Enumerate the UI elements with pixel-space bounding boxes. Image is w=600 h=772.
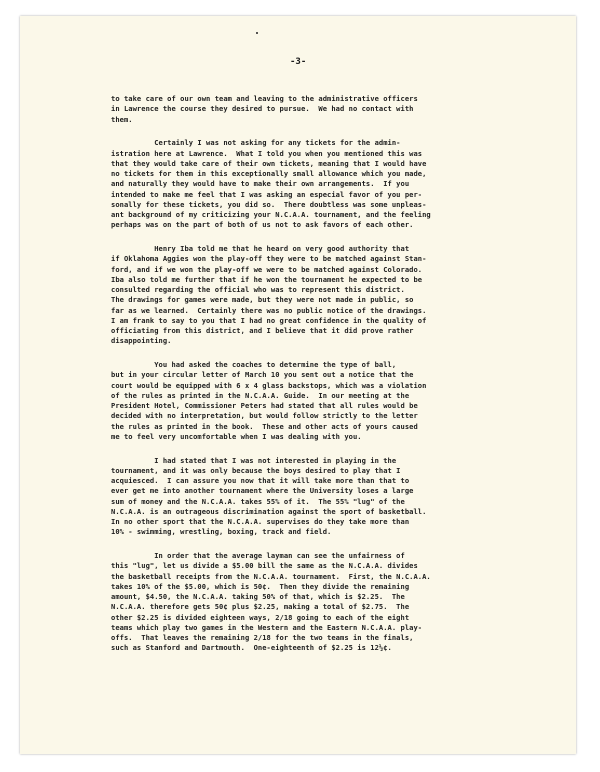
letter-body <box>111 94 545 667</box>
text-line: consulted regarding the official who was to represent this district. <box>111 285 405 294</box>
text-line: President Hotel, Commissioner Peters had stated that all rules would be <box>111 401 418 410</box>
text-line: of the rules as printed in the N.C.A.A. Guide. In our meeting at the <box>111 390 410 400</box>
paragraph <box>111 94 545 125</box>
text-line: offs. That leaves the remaining 2/18 for the two teams in the finals, <box>111 633 414 642</box>
text-line: In order that the average layman can see the unfairness of <box>111 551 405 560</box>
text-line: and naturally they would have to make their own arrangements. If you <box>111 179 410 189</box>
text-line: court would be equipped with 6 x 4 glass backstops, which was a violation <box>111 380 427 390</box>
text-line: disappointing. <box>111 336 172 346</box>
paragraph <box>111 551 545 654</box>
text-line: istration here at Lawrence. What I told you when you mentioned this was <box>111 148 423 158</box>
text-line: acquiesced. I can assure you now that it will take more than that to <box>111 476 410 485</box>
text-line: 10% - swimming, wrestling, boxing, track and field. <box>111 527 332 537</box>
text-line: this "lug", let us divide a $5.00 bill the same as the N.C.A.A. divides <box>111 561 418 571</box>
text-line: The drawings for games were made, but they were not made in public, so <box>111 295 414 305</box>
paragraph <box>111 456 545 538</box>
text-line: N.C.A.A. is an outrageous discrimination against the sport of basketball. <box>111 506 427 516</box>
text-line: to take care of our own team and leaving to the administrative officers <box>111 94 418 103</box>
text-line: Certainly I was not asking for any tickets for the admin- <box>111 138 401 148</box>
text-line: ford, and if we won the play-off we were to be matched against Colorado. <box>111 264 423 274</box>
text-line: other $2.25 is divided eighteen ways, 2/18 going to each of the eight <box>111 612 410 622</box>
text-line: amount, $4.50, the N.C.A.A. taking 50% of that, which is $2.25. The <box>111 592 405 601</box>
text-line: N.C.A.A. therefore gets 50¢ plus $2.25, making a total of $2.75. The <box>111 602 410 612</box>
text-line: Henry Iba told me that he heard on very good authority that <box>111 244 410 253</box>
text-line: sum of money and the N.C.A.A. takes 55% of it. The 55% "lug" of the <box>111 496 405 506</box>
text-line: officiating from this district, and I believe that it did prove rather <box>111 326 414 335</box>
text-line: but in your circular letter of March 10 you sent out a notice that the <box>111 370 414 380</box>
text-line: I am frank to say to you that I had no great confidence in the quality of <box>111 315 427 325</box>
text-line: You had asked the coaches to determine the type of ball, <box>111 360 397 369</box>
page-number: -3- <box>290 57 307 67</box>
text-line: that they would take care of their own tickets, meaning that I would have <box>111 158 427 168</box>
text-line: takes 10% of the $5.00, which is 50¢. Then they divide the remaining <box>111 581 410 591</box>
text-line: in Lawrence the course they desired to pursue. We had no contact with <box>111 104 414 114</box>
paragraph <box>111 360 545 442</box>
text-line: Iba also told me further that if he won the tournament he expected to be <box>111 274 423 284</box>
text-line: intended to make me feel that I was asking an especial favor of you per- <box>111 189 423 199</box>
paragraph <box>111 138 545 230</box>
text-line: the basketball receipts from the N.C.A.A. tournament. First, the N.C.A.A. <box>111 571 431 581</box>
text-line: them. <box>111 114 133 124</box>
text-line: sonally for these tickets, you did so. There doubtless was some unpleas- <box>111 199 427 209</box>
text-line: me to feel very uncomfortable when I was dealing with you. <box>111 431 362 441</box>
text-line: such as Stanford and Dartmouth. One-eighteenth of $2.25 is 12½¢. <box>111 643 392 653</box>
text-line: I had stated that I was not interested in playing in the <box>111 455 397 465</box>
ink-speck <box>256 32 258 34</box>
text-line: teams which play two games in the Western and the Eastern N.C.A.A. play- <box>111 622 423 632</box>
paragraph <box>111 244 545 347</box>
text-line: perhaps was on the part of both of us not to ask favors of each other. <box>111 220 414 230</box>
text-line: if Oklahoma Aggies won the play-off they were to be matched against Stan- <box>111 254 427 264</box>
text-line: ever get me into another tournament where the University loses a large <box>111 486 414 496</box>
text-line: tournament, and it was only because the boys desired to play that I <box>111 465 401 475</box>
text-line: In no other sport that the N.C.A.A. supervises do they take more than <box>111 517 410 526</box>
text-line: ant background of my criticizing your N.C.A.A. tournament, and the feeling <box>111 210 431 219</box>
text-line: no tickets for them in this exceptionally small allowance which you made, <box>111 169 427 178</box>
text-line: far as we learned. Certainly there was no public notice of the drawings. <box>111 305 427 315</box>
text-line: the rules as printed in the book. These and other acts of yours caused <box>111 421 418 431</box>
text-line: decided with no interpretation, but would follow strictly to the letter <box>111 411 418 421</box>
